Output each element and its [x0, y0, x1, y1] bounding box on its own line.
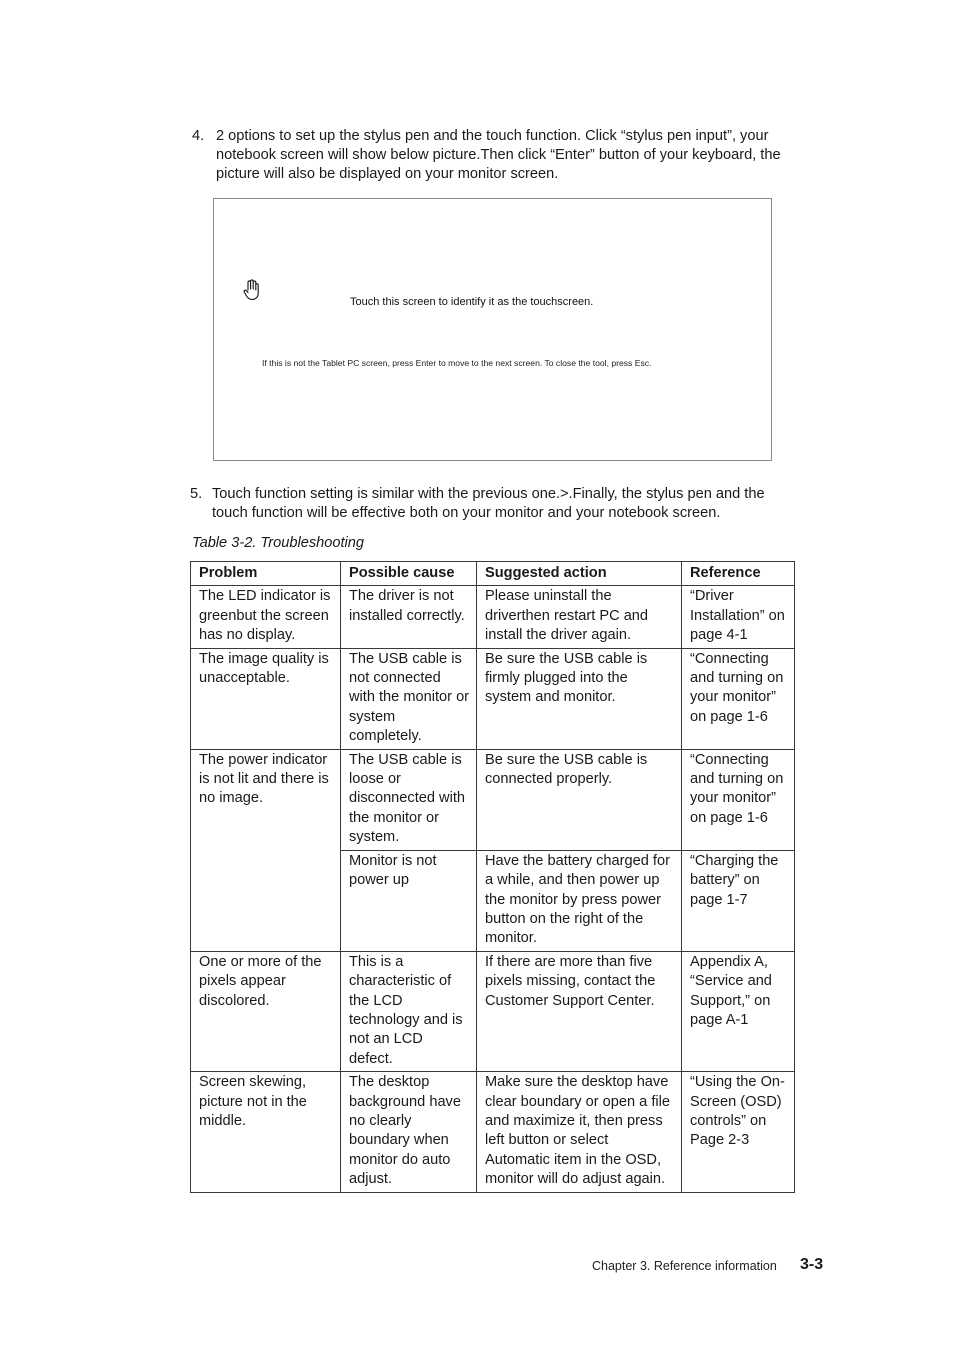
cell-action: Be sure the USB cable is firmly plugged into the system and monitor.	[477, 648, 682, 749]
cell-action: Please uninstall the driverthen restart PC and install the driver again.	[477, 586, 682, 648]
table-row	[191, 951, 795, 1071]
header-suggested-action: Suggested action	[477, 562, 682, 586]
cell-cause: The driver is not installed correctly.	[341, 586, 477, 648]
table-row	[191, 749, 795, 850]
cell-problem: Screen skewing, picture not in the middle.	[191, 1072, 341, 1192]
step-text: Touch function setting is similar with the previous one.>.Finally, the stylus pen and the touch function will be effective both on your monitor and your notebook screen.	[212, 486, 765, 522]
cell-problem: The LED indicator is greenbut the screen has no display.	[191, 586, 341, 648]
cell-problem: One or more of the pixels appear discolored.	[191, 951, 341, 1071]
cell-problem: The image quality is unacceptable.	[191, 648, 341, 749]
page-number: 3-3	[800, 1256, 824, 1273]
cell-cause: Monitor is not power up	[341, 850, 477, 951]
cell-action: Be sure the USB cable is connected properly.	[477, 749, 682, 850]
cell-action: Have the battery charged for a while, and then power up the monitor by press power button on the right of the monitor.	[477, 850, 682, 951]
cell-reference: “Charging the battery” on page 1-7	[682, 850, 795, 951]
cell-reference: “Connecting and turning on your monitor” on page 1-6	[682, 648, 795, 749]
cell-reference: “Connecting and turning on your monitor” on page 1-6	[682, 749, 795, 850]
table-row	[191, 648, 795, 749]
step-number: 4.	[192, 128, 205, 144]
step-number: 5.	[190, 486, 203, 502]
cell-cause: This is a characteristic of the LCD technology and is not an LCD defect.	[341, 951, 477, 1071]
cell-cause: The USB cable is loose or disconnected with the monitor or system.	[341, 749, 477, 850]
cell-reference: “Driver Installation” on page 4-1	[682, 586, 795, 648]
step-5	[190, 485, 792, 523]
cell-action: Make sure the desktop have clear boundary or open a file and maximize it, then press left button or select Automatic item in the OSD, monitor will do adjust again.	[477, 1072, 682, 1192]
cell-reference: “Using the On-Screen (OSD) controls” on Page 2-3	[682, 1072, 795, 1192]
cell-cause: The USB cable is not connected with the monitor or system completely.	[341, 648, 477, 749]
troubleshooting-table	[190, 561, 795, 1193]
cell-reference: Appendix A, “Service and Support,” on page A-1	[682, 951, 795, 1071]
chapter-footer: Chapter 3. Reference information	[592, 1259, 777, 1273]
cell-cause: The desktop background have no clearly boundary when monitor do auto adjust.	[341, 1072, 477, 1192]
header-possible-cause: Possible cause	[341, 562, 477, 586]
table-row	[191, 1072, 795, 1192]
step-4	[192, 127, 792, 185]
cell-problem: The power indicator is not lit and there is no image.	[191, 749, 341, 951]
table-row	[191, 586, 795, 648]
header-problem: Problem	[191, 562, 341, 586]
table-header-row	[191, 562, 795, 586]
cell-action: If there are more than five pixels missing, contact the Customer Support Center.	[477, 951, 682, 1071]
touchscreen-instructions: If this is not the Tablet PC screen, press Enter to move to the next screen. To close the tool, press Esc.	[262, 358, 652, 368]
header-reference: Reference	[682, 562, 795, 586]
step-text: 2 options to set up the stylus pen and the touch function. Click “stylus pen input”, your notebook screen will show below picture.Then click “Enter” button of your keyboard, the picture will also be displayed on your monitor screen.	[216, 128, 781, 183]
table-caption: Table 3-2. Troubleshooting	[192, 535, 364, 551]
touchscreen-setup-figure	[213, 198, 772, 461]
hand-pointer-icon	[242, 279, 260, 301]
touchscreen-prompt: Touch this screen to identify it as the touchscreen.	[350, 296, 594, 308]
